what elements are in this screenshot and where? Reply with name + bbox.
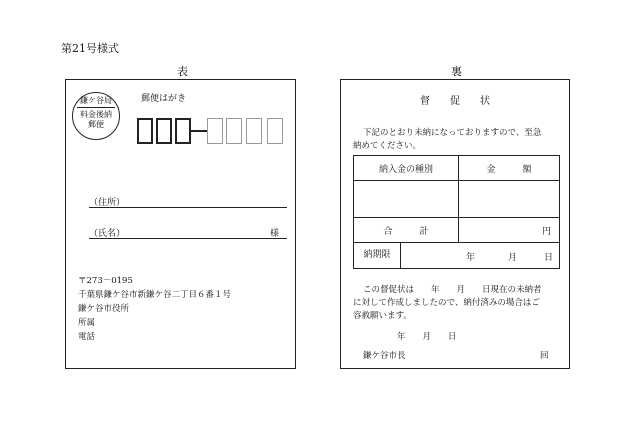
zip-dash [191, 130, 207, 132]
stamp-divider [77, 107, 115, 108]
sender-address: 千葉県鎌ケ谷市新鎌ケ谷二丁目６番１号 [78, 290, 232, 300]
amount-cell [459, 181, 560, 218]
name-label: （氏名） [89, 229, 126, 239]
notice-title: 督 促 状 [420, 96, 490, 107]
zip-box [267, 118, 283, 144]
deadline-month: 月 [508, 253, 518, 263]
back-header: 裏 [451, 65, 462, 78]
address-line [89, 207, 287, 208]
postcard-label: 郵便はがき [141, 94, 187, 104]
name-line [89, 238, 287, 239]
fee-type-header: 納入金の種別 [354, 156, 459, 181]
deadline-label: 納期限 [354, 243, 401, 268]
zip-box [246, 118, 262, 144]
seal-mark: 回 [540, 351, 549, 361]
zip-box [175, 118, 191, 144]
postcard-front [65, 79, 296, 369]
sender-postal-code: 〒273－0195 [78, 276, 133, 286]
stamp-paid: 料金後納 [80, 110, 112, 119]
issue-date: 年 月 日 [397, 332, 457, 342]
notice-line-3: 容赦願います。 [353, 311, 412, 321]
sender-office: 鎌ケ谷市役所 [78, 304, 130, 314]
intro-line-2: 納めてください。 [353, 141, 422, 151]
address-label: （住所） [89, 198, 126, 208]
zip-box [226, 118, 242, 144]
front-header: 表 [177, 65, 188, 78]
honorific: 様 [270, 229, 280, 239]
sender-phone: 電話 [78, 332, 96, 342]
form-number: 第21号様式 [61, 42, 119, 55]
notice-line-1: この督促状は 年 月 日現在の未納者 [363, 285, 542, 295]
intro-line-1: 下記のとおり未納になっておりますので、至急 [363, 128, 542, 138]
deadline-day: 日 [544, 253, 554, 263]
notice-line-2: に対して作成しましたので、納付済みの場合はご [353, 298, 540, 308]
zip-box [207, 118, 223, 144]
deadline-row [354, 243, 560, 269]
issuer: 鎌ケ谷市長 [363, 351, 406, 361]
amount-header: 金 額 [459, 156, 560, 181]
total-yen: 円 [459, 218, 560, 243]
postage-paid-stamp [72, 92, 120, 140]
stamp-office: 鎌ケ谷局 [80, 96, 112, 105]
zip-box [156, 118, 172, 144]
stamp-mail: 郵便 [88, 120, 104, 129]
deadline-year: 年 [466, 253, 476, 263]
sender-department: 所属 [78, 318, 96, 328]
zip-box [137, 118, 153, 144]
postcard-back [340, 79, 570, 369]
total-label: 合 計 [354, 218, 459, 243]
fee-table [353, 155, 560, 269]
fee-type-cell [354, 181, 459, 218]
